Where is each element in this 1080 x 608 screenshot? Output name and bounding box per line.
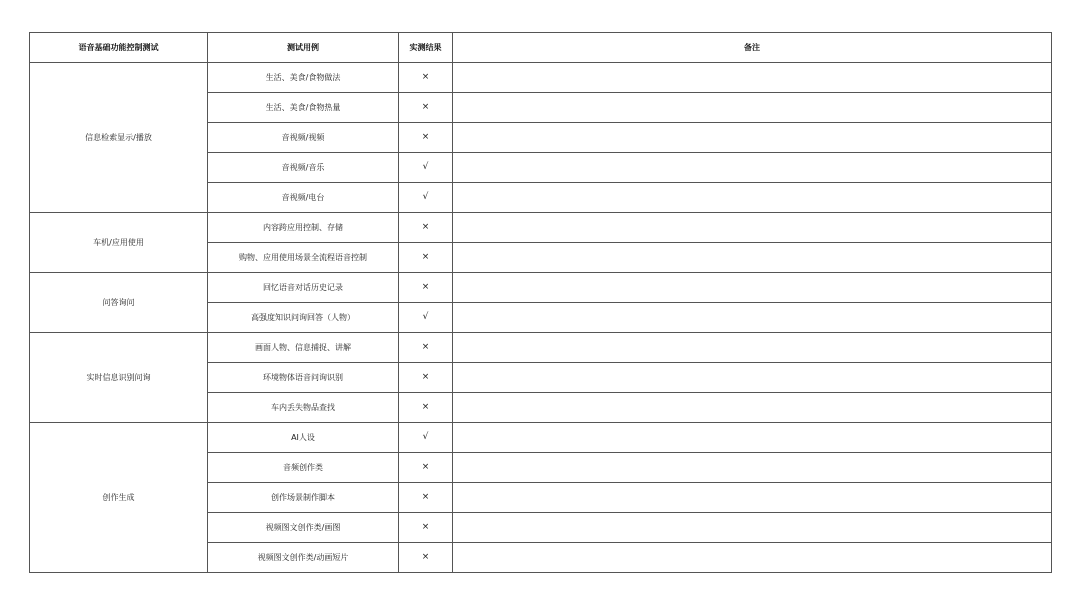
header-test-case: 测试用例	[208, 33, 399, 63]
note-cell	[453, 333, 1052, 363]
table-row	[30, 423, 1052, 453]
result-cell: ×	[399, 513, 453, 543]
note-cell	[453, 123, 1052, 153]
test-case-cell: 车内丢失物品查找	[208, 393, 399, 423]
note-cell	[453, 243, 1052, 273]
result-cell: ×	[399, 123, 453, 153]
header-result: 实测结果	[399, 33, 453, 63]
category-cell: 问答询问	[30, 273, 208, 333]
table-body	[30, 63, 1052, 573]
note-cell	[453, 273, 1052, 303]
test-case-cell: 音视频/音乐	[208, 153, 399, 183]
table-row	[30, 213, 1052, 243]
category-cell: 信息检索显示/播放	[30, 63, 208, 213]
note-cell	[453, 213, 1052, 243]
result-cell: √	[399, 303, 453, 333]
result-cell: √	[399, 153, 453, 183]
table-row	[30, 333, 1052, 363]
category-cell: 创作生成	[30, 423, 208, 573]
category-cell: 实时信息识别问询	[30, 333, 208, 423]
table-header-row	[30, 33, 1052, 63]
result-cell: √	[399, 183, 453, 213]
note-cell	[453, 63, 1052, 93]
test-case-cell: 创作场景制作脚本	[208, 483, 399, 513]
note-cell	[453, 483, 1052, 513]
test-case-cell: 音视频/电台	[208, 183, 399, 213]
category-cell: 车机/应用使用	[30, 213, 208, 273]
result-cell: ×	[399, 243, 453, 273]
test-case-cell: 音视频/视频	[208, 123, 399, 153]
test-case-cell: 视频图文创作类/动画短片	[208, 543, 399, 573]
test-case-cell: 视频图文创作类/画图	[208, 513, 399, 543]
result-cell: ×	[399, 333, 453, 363]
test-case-cell: 生活、美食/食物热量	[208, 93, 399, 123]
header-note: 备注	[453, 33, 1052, 63]
result-cell: ×	[399, 273, 453, 303]
note-cell	[453, 453, 1052, 483]
test-case-cell: 画面人物、信息捕捉、讲解	[208, 333, 399, 363]
test-case-cell: 高强度知识问询回答（人物）	[208, 303, 399, 333]
note-cell	[453, 183, 1052, 213]
note-cell	[453, 303, 1052, 333]
note-cell	[453, 153, 1052, 183]
test-case-cell: 内容跨应用控制、存储	[208, 213, 399, 243]
note-cell	[453, 513, 1052, 543]
result-cell: ×	[399, 453, 453, 483]
result-cell: ×	[399, 363, 453, 393]
test-case-cell: 音频创作类	[208, 453, 399, 483]
result-cell: ×	[399, 63, 453, 93]
result-cell: ×	[399, 543, 453, 573]
result-cell: ×	[399, 213, 453, 243]
test-case-cell: 环境物体语音问询识别	[208, 363, 399, 393]
voice-test-table	[29, 32, 1052, 573]
note-cell	[453, 543, 1052, 573]
test-case-cell: 生活、美食/食物做法	[208, 63, 399, 93]
table-row	[30, 273, 1052, 303]
note-cell	[453, 393, 1052, 423]
result-cell: √	[399, 423, 453, 453]
result-cell: ×	[399, 393, 453, 423]
test-case-cell: 购物、应用使用场景全流程语音控制	[208, 243, 399, 273]
test-case-cell: 回忆语音对话历史记录	[208, 273, 399, 303]
table-header	[30, 33, 1052, 63]
test-case-cell: AI人设	[208, 423, 399, 453]
table-row	[30, 63, 1052, 93]
header-category: 语音基础功能控制测试	[30, 33, 208, 63]
result-cell: ×	[399, 93, 453, 123]
note-cell	[453, 93, 1052, 123]
note-cell	[453, 423, 1052, 453]
result-cell: ×	[399, 483, 453, 513]
note-cell	[453, 363, 1052, 393]
